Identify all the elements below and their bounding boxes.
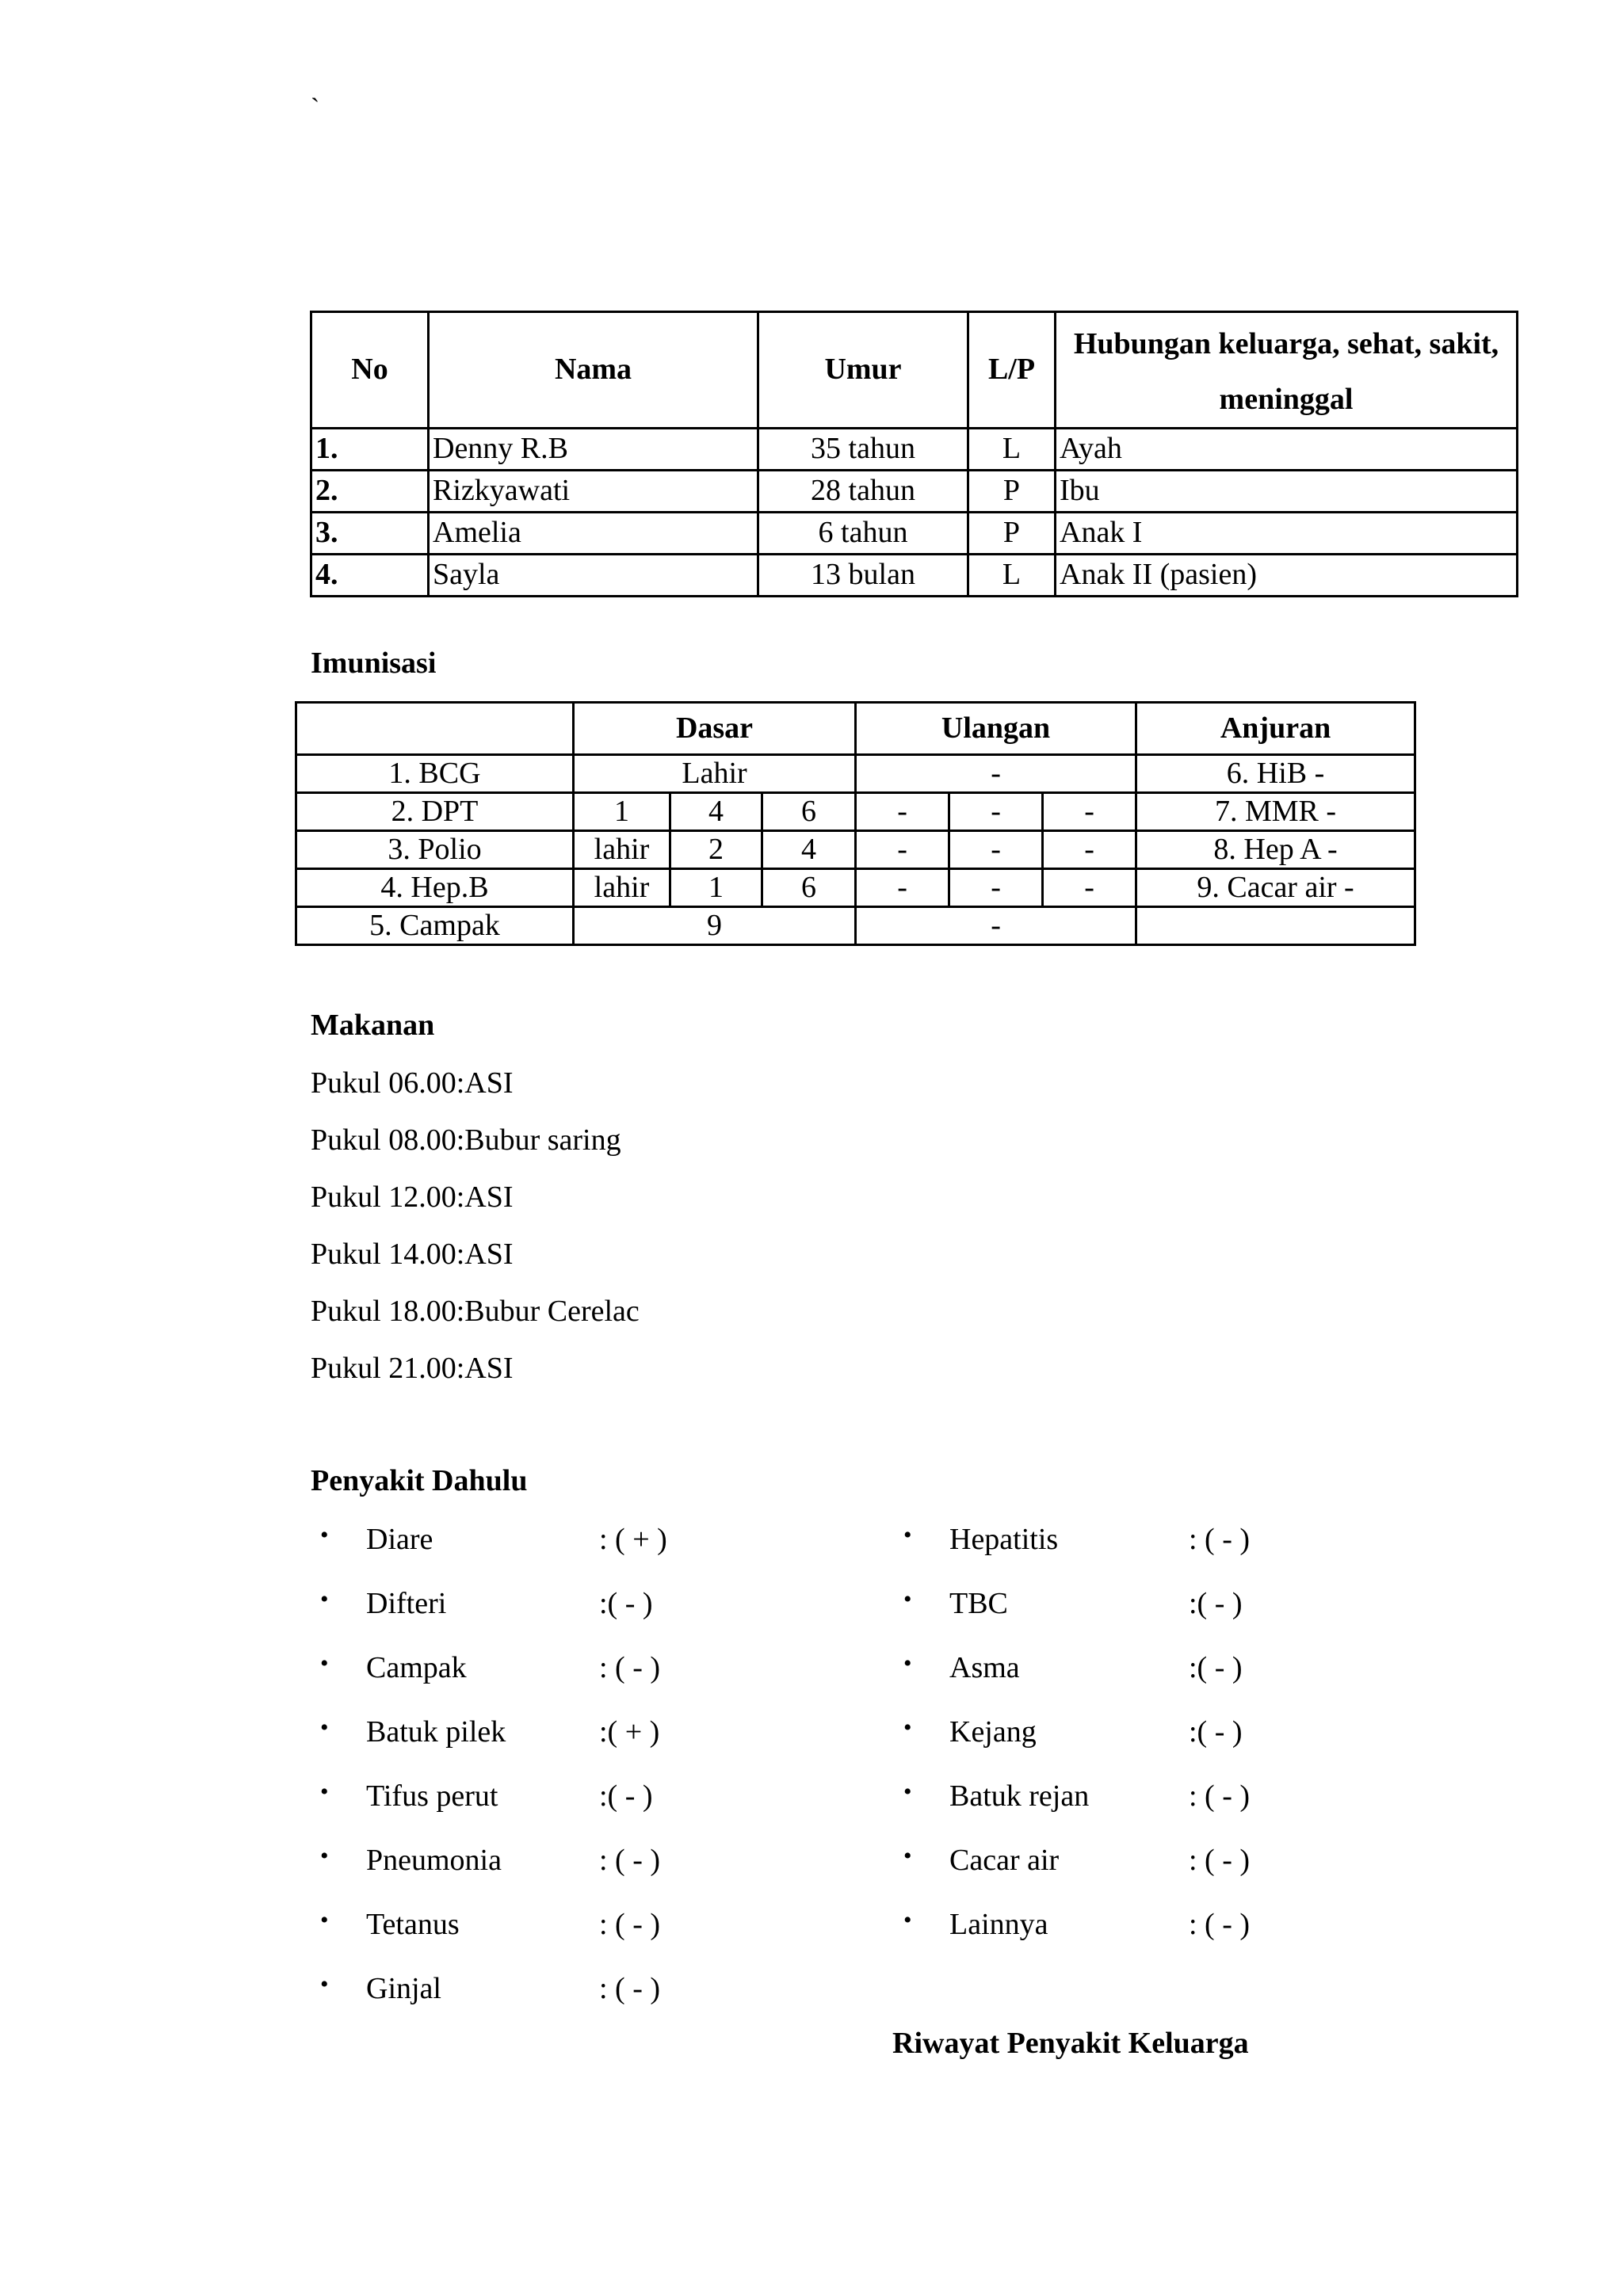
- imunisasi-header-row: [296, 703, 1415, 755]
- bullet: •: [320, 1522, 329, 1548]
- riwayat-keluarga-heading: Riwayat Penyakit Keluarga: [892, 2027, 1249, 2060]
- ulangan-value: -: [1043, 793, 1136, 831]
- makanan-item: Pukul 21.00:ASI: [311, 1352, 514, 1385]
- dasar-value: 2: [670, 831, 762, 869]
- bullet: •: [903, 1714, 912, 1741]
- dasar-value: 4: [762, 831, 856, 869]
- ulangan-value: -: [856, 869, 949, 907]
- dasar-value: 1: [670, 869, 762, 907]
- header-anjuran: Anjuran: [1136, 703, 1415, 755]
- bullet: •: [903, 1522, 912, 1548]
- disease-name: Batuk pilek: [366, 1715, 506, 1749]
- makanan-item: Pukul 08.00:Bubur saring: [311, 1123, 621, 1157]
- vaccine-name: 3. Polio: [296, 831, 574, 869]
- cell-lp: L: [968, 555, 1056, 597]
- disease-name: TBC: [949, 1587, 1008, 1620]
- disease-name: Campak: [366, 1651, 467, 1684]
- dasar-value: 4: [670, 793, 762, 831]
- makanan-item: Pukul 06.00:ASI: [311, 1066, 514, 1100]
- disease-name: Kejang: [949, 1715, 1037, 1749]
- cell-no: 3.: [311, 513, 429, 555]
- disease-name: Lainnya: [949, 1908, 1048, 1941]
- bullet: •: [320, 1843, 329, 1869]
- dasar-value: 6: [762, 793, 856, 831]
- table-row: [311, 555, 1518, 597]
- ulangan-value: -: [856, 793, 949, 831]
- disease-name: Asma: [949, 1651, 1020, 1684]
- ulangan-value: -: [949, 793, 1043, 831]
- makanan-item: Pukul 14.00:ASI: [311, 1238, 514, 1271]
- anjuran-value: 9. Cacar air -: [1136, 869, 1415, 907]
- disease-status: :( - ): [599, 1587, 653, 1620]
- cell-hubungan: Ayah: [1056, 429, 1518, 471]
- makanan-item: Pukul 12.00:ASI: [311, 1180, 514, 1214]
- anjuran-value: 8. Hep A -: [1136, 831, 1415, 869]
- ulangan-value: -: [856, 907, 1136, 945]
- anjuran-value: [1136, 907, 1415, 945]
- bullet: •: [320, 1907, 329, 1933]
- cell-lp: P: [968, 471, 1056, 513]
- vaccine-name: 1. BCG: [296, 755, 574, 793]
- disease-status: : ( - ): [1189, 1779, 1251, 1813]
- header-nama: Nama: [429, 312, 758, 429]
- disease-name: Cacar air: [949, 1844, 1060, 1877]
- imunisasi-table: [295, 701, 1416, 946]
- header-umur: Umur: [758, 312, 968, 429]
- disease-name: Pneumonia: [366, 1844, 502, 1877]
- header-ulangan: Ulangan: [856, 703, 1136, 755]
- header-lp: L/P: [968, 312, 1056, 429]
- bullet: •: [903, 1907, 912, 1933]
- cell-no: 2.: [311, 471, 429, 513]
- cell-lp: L: [968, 429, 1056, 471]
- header-blank: [296, 703, 574, 755]
- table-row: [311, 429, 1518, 471]
- ulangan-value: -: [1043, 831, 1136, 869]
- table-row: [296, 755, 1415, 793]
- disease-name: Difteri: [366, 1587, 447, 1620]
- cell-umur: 28 tahun: [758, 471, 968, 513]
- disease-name: Batuk rejan: [949, 1779, 1090, 1813]
- ulangan-value: -: [949, 869, 1043, 907]
- bullet: •: [320, 1650, 329, 1676]
- ulangan-value: -: [949, 831, 1043, 869]
- table-row: [296, 831, 1415, 869]
- disease-status: : ( - ): [1189, 1523, 1251, 1556]
- dasar-value: 6: [762, 869, 856, 907]
- disease-status: : ( - ): [599, 1972, 661, 2005]
- disease-status: : ( + ): [599, 1523, 667, 1556]
- disease-name: Ginjal: [366, 1972, 441, 2005]
- disease-status: : ( - ): [599, 1844, 661, 1877]
- family-header-row: [311, 312, 1518, 429]
- disease-status: :( - ): [599, 1779, 653, 1813]
- disease-status: : ( - ): [1189, 1844, 1251, 1877]
- header-no: No: [311, 312, 429, 429]
- dasar-value: 9: [574, 907, 856, 945]
- bullet: •: [320, 1779, 329, 1805]
- disease-status: : ( - ): [599, 1651, 661, 1684]
- imunisasi-heading: Imunisasi: [311, 646, 437, 680]
- disease-name: Tifus perut: [366, 1779, 498, 1813]
- disease-status: :( - ): [1189, 1651, 1243, 1684]
- header-hubungan: Hubungan keluarga, sehat, sakit, meninggal: [1056, 312, 1518, 429]
- vaccine-name: 2. DPT: [296, 793, 574, 831]
- cell-umur: 6 tahun: [758, 513, 968, 555]
- bullet: •: [903, 1586, 912, 1612]
- table-row: [296, 793, 1415, 831]
- ulangan-value: -: [1043, 869, 1136, 907]
- disease-status: :( - ): [1189, 1587, 1243, 1620]
- vaccine-name: 5. Campak: [296, 907, 574, 945]
- ulangan-value: -: [856, 755, 1136, 793]
- cell-no: 1.: [311, 429, 429, 471]
- disease-status: : ( - ): [1189, 1908, 1251, 1941]
- table-row: [311, 471, 1518, 513]
- cell-umur: 35 tahun: [758, 429, 968, 471]
- makanan-heading: Makanan: [311, 1009, 435, 1042]
- makanan-item: Pukul 18.00:Bubur Cerelac: [311, 1295, 640, 1328]
- cell-nama: Amelia: [429, 513, 758, 555]
- cell-nama: Sayla: [429, 555, 758, 597]
- bullet: •: [903, 1843, 912, 1869]
- cell-nama: Denny R.B: [429, 429, 758, 471]
- cell-nama: Rizkyawati: [429, 471, 758, 513]
- cell-hubungan: Ibu: [1056, 471, 1518, 513]
- disease-name: Tetanus: [366, 1908, 460, 1941]
- bullet: •: [320, 1714, 329, 1741]
- dasar-value: lahir: [574, 869, 670, 907]
- anjuran-value: 6. HiB -: [1136, 755, 1415, 793]
- table-row: [311, 513, 1518, 555]
- penyakit-dahulu-heading: Penyakit Dahulu: [311, 1464, 528, 1497]
- disease-status: :( + ): [599, 1715, 660, 1749]
- disease-status: :( - ): [1189, 1715, 1243, 1749]
- dasar-value: Lahir: [574, 755, 856, 793]
- cell-no: 4.: [311, 555, 429, 597]
- dasar-value: 1: [574, 793, 670, 831]
- bullet: •: [903, 1779, 912, 1805]
- bullet: •: [320, 1971, 329, 1997]
- cell-lp: P: [968, 513, 1056, 555]
- table-row: [296, 869, 1415, 907]
- header-dasar: Dasar: [574, 703, 856, 755]
- disease-name: Hepatitis: [949, 1523, 1059, 1556]
- table-row: [296, 907, 1415, 945]
- disease-status: : ( - ): [599, 1908, 661, 1941]
- ulangan-value: -: [856, 831, 949, 869]
- cell-umur: 13 bulan: [758, 555, 968, 597]
- disease-name: Diare: [366, 1523, 433, 1556]
- bullet: •: [903, 1650, 912, 1676]
- cell-hubungan: Anak II (pasien): [1056, 555, 1518, 597]
- anjuran-value: 7. MMR -: [1136, 793, 1415, 831]
- bullet: •: [320, 1586, 329, 1612]
- vaccine-name: 4. Hep.B: [296, 869, 574, 907]
- dasar-value: lahir: [574, 831, 670, 869]
- top-mark: `: [311, 93, 320, 123]
- cell-hubungan: Anak I: [1056, 513, 1518, 555]
- family-table: [310, 311, 1518, 597]
